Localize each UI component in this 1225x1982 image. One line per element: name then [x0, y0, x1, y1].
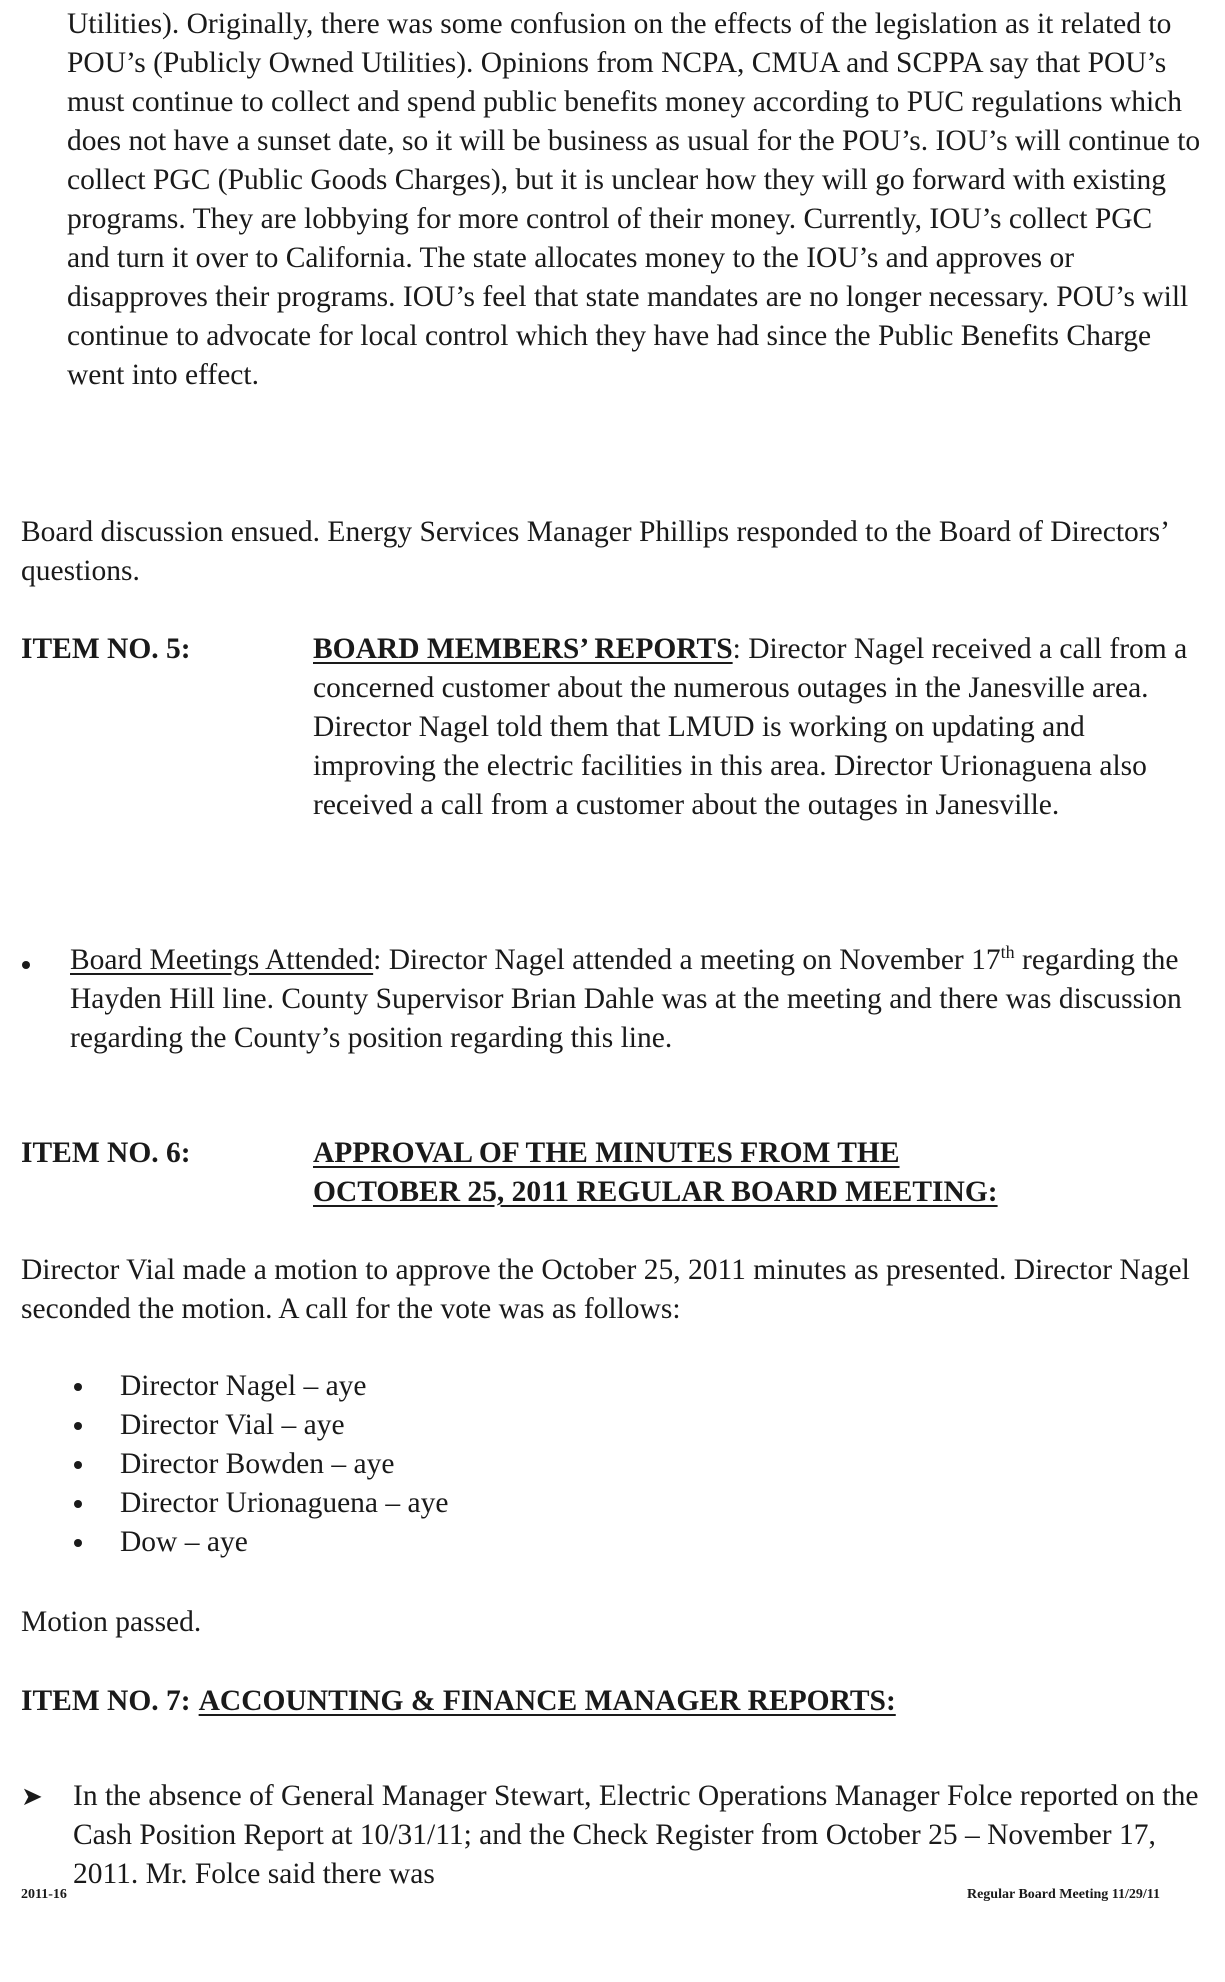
- vote-item: [72, 1523, 772, 1562]
- accounting-report-text: In the absence of General Manager Stewart, Electric Operations Manager Folce reported on the Cash Position Report at 10/31/11; and the Check Register from October 25 – November 17, 2011. Mr. Folce said there was: [73, 1780, 1199, 1890]
- item-5-text: Director Nagel received a call from a concerned customer about the numerous outages in the Janesville area. Director Nagel told them that LMUD is working on updating and improving the electric facilities in this area. Director Urionaguena also received a call from a customer about the outages in Janesville.: [313, 633, 1188, 821]
- bullet-icon: [74, 1539, 82, 1547]
- item-6-heading-line-2: OCTOBER 25, 2011 REGULAR BOARD MEETING:: [313, 1176, 998, 1208]
- meetings-attended-paragraph: [70, 941, 1190, 1058]
- vote-text: Director Nagel – aye: [120, 1370, 367, 1402]
- bullet-icon: [74, 1383, 82, 1391]
- vote-list: [72, 1367, 772, 1562]
- vote-item: [72, 1484, 772, 1523]
- item-5-colon: :: [732, 633, 741, 665]
- bullet-icon: [74, 1422, 82, 1430]
- item-5-heading: BOARD MEMBERS’ REPORTS: [313, 633, 733, 665]
- meetings-attended-text-a: : Director Nagel attended a meeting on November 17: [373, 944, 1001, 976]
- item-7-line: [21, 1682, 896, 1721]
- item-6-heading: [313, 1134, 1213, 1212]
- superscript-th: th: [1000, 942, 1015, 963]
- item-7-heading: ACCOUNTING & FINANCE MANAGER REPORTS:: [198, 1685, 896, 1717]
- continuation-paragraph: Utilities). Originally, there was some confusion on the effects of the legislation as it related to POU’s (Publicly Owned Utilities). Opinions from NCPA, CMUA and SCPPA say that POU’s must continue to collect and spend public benefits money according to PUC regulations which does not have a sunset date, so it will be business as usual for the POU’s. IOU’s will continue to collect PGC (Public Goods Charges), but it is unclear how they will go forward with existing programs. They are lobbying for more control of their money. Currently, IOU’s collect PGC and turn it over to California. The state allocates money to the IOU’s and approves or disapproves their programs. IOU’s feel that state mandates are no longer necessary. POU’s will continue to advocate for local control which they have had since the Public Benefits Charge went into effect.: [67, 8, 1201, 391]
- vote-item: [72, 1445, 772, 1484]
- vote-text: Director Urionaguena – aye: [120, 1487, 449, 1519]
- motion-passed-text: Motion passed.: [21, 1606, 202, 1638]
- board-discussion-paragraph: Board discussion ensued. Energy Services Manager Phillips responded to the Board of Directors’ questions.: [21, 516, 1168, 587]
- vote-text: Director Bowden – aye: [120, 1448, 395, 1480]
- vote-item: [72, 1367, 772, 1406]
- item-7-label: ITEM NO. 7:: [21, 1685, 191, 1717]
- meetings-attended-text-b: regarding the Hayden Hill line. County Supervisor Brian Dahle was at the meeting and there was discussion regarding the County’s position regarding this line.: [70, 944, 1182, 1054]
- arrowhead-bullet-icon: ➤: [21, 1782, 43, 1811]
- vote-item: [72, 1406, 772, 1445]
- motion-paragraph: Director Vial made a motion to approve the October 25, 2011 minutes as presented. Director Nagel seconded the motion. A call for the vote was as follows:: [21, 1254, 1190, 1325]
- item-5-label: ITEM NO. 5:: [21, 633, 191, 665]
- item-6-label: ITEM NO. 6:: [21, 1137, 191, 1169]
- vote-text: Director Vial – aye: [120, 1409, 345, 1441]
- bullet-icon: [74, 1461, 82, 1469]
- bullet-icon: [22, 961, 30, 969]
- item-5-body: [313, 630, 1193, 825]
- bullet-icon: [74, 1500, 82, 1508]
- meeting-footer: Regular Board Meeting 11/29/11: [966, 1887, 1160, 1902]
- vote-text: Dow – aye: [120, 1526, 248, 1558]
- page-number: 2011-16: [21, 1887, 67, 1902]
- meetings-attended-heading: Board Meetings Attended: [70, 944, 374, 976]
- item-6-heading-line-1: APPROVAL OF THE MINUTES FROM THE: [313, 1137, 900, 1169]
